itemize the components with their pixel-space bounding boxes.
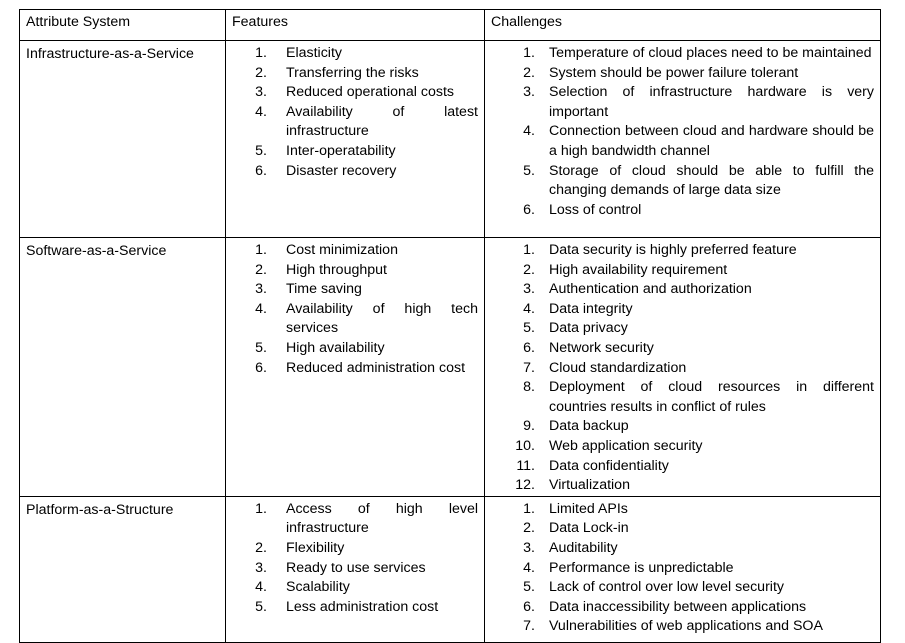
challenges-cell	[485, 238, 881, 497]
item-number: 2.	[255, 64, 267, 81]
feature-text: Access of high level infrastructure	[286, 500, 478, 537]
feature-item	[226, 339, 484, 359]
feature-text: Scalability	[286, 579, 350, 596]
item-number: 10.	[515, 437, 535, 454]
item-number: 3.	[255, 559, 267, 576]
item-number: 1.	[255, 500, 267, 517]
feature-text: Transferring the risks	[286, 64, 419, 81]
item-number: 6.	[523, 339, 535, 356]
challenge-item	[485, 378, 880, 417]
item-number: 4.	[523, 123, 535, 140]
challenge-item	[485, 319, 880, 339]
item-number: 2.	[523, 261, 535, 278]
challenge-text: High availability requirement	[549, 261, 728, 278]
challenge-text: System should be power failure tolerant	[549, 64, 799, 81]
challenge-text: Deployment of cloud resources in different countries results in conflict of rules	[549, 379, 874, 415]
item-number: 5.	[523, 320, 535, 337]
challenge-text: Performance is unpredictable	[549, 559, 734, 576]
challenge-text: Network security	[549, 339, 654, 356]
item-number: 4.	[255, 579, 267, 596]
feature-text: Availability of latest infrastructure	[286, 103, 478, 140]
header-attribute-label: Attribute System	[26, 14, 131, 30]
challenge-text: Data confidentiality	[549, 457, 669, 474]
item-number: 3.	[523, 84, 535, 101]
item-number: 7.	[523, 359, 535, 376]
item-number: 1.	[523, 45, 535, 61]
comparison-table	[19, 9, 881, 643]
feature-item	[226, 539, 484, 559]
item-number: 1.	[523, 242, 535, 258]
challenge-text: Temperature of cloud places need to be maintained	[549, 45, 872, 61]
challenge-item	[485, 280, 880, 300]
item-number: 3.	[523, 281, 535, 298]
item-number: 8.	[523, 379, 535, 396]
feature-text: Less administration cost	[286, 598, 439, 615]
challenge-item	[485, 539, 880, 559]
challenge-item	[485, 122, 880, 161]
item-number: 6.	[255, 162, 267, 179]
item-number: 6.	[255, 359, 267, 376]
attribute-name: Platform-as-a-Structure	[26, 501, 174, 518]
item-number: 1.	[523, 500, 535, 517]
challenge-item	[485, 500, 880, 520]
challenge-text: Selection of infrastructure hardware is very important	[549, 84, 874, 120]
challenge-text: Virtualization	[549, 477, 630, 494]
attribute-cell	[20, 496, 226, 642]
challenge-text: Data security is highly preferred feature	[549, 242, 797, 258]
challenge-list	[485, 497, 880, 637]
header-row	[20, 10, 881, 41]
feature-item	[226, 64, 484, 84]
header-cell-challenges	[485, 10, 881, 41]
challenge-text: Cloud standardization	[549, 359, 687, 376]
item-number: 2.	[523, 520, 535, 537]
item-number: 5.	[255, 339, 267, 356]
item-number: 1.	[255, 242, 267, 258]
feature-item	[226, 559, 484, 579]
challenge-item	[485, 598, 880, 618]
feature-text: Availability of high tech services	[286, 300, 478, 337]
feature-text: Inter-operatability	[286, 142, 396, 159]
challenge-item	[485, 578, 880, 598]
challenge-text: Loss of control	[549, 201, 642, 218]
feature-item	[226, 280, 484, 300]
feature-item	[226, 598, 484, 618]
challenge-text: Data inaccessibility between applications	[549, 598, 807, 615]
challenge-item	[485, 417, 880, 437]
features-cell	[226, 238, 485, 497]
challenge-item	[485, 519, 880, 539]
item-number: 7.	[523, 618, 535, 635]
feature-list	[226, 497, 484, 618]
feature-item	[226, 44, 484, 64]
item-number: 11.	[516, 457, 535, 474]
challenge-text: Data backup	[549, 418, 629, 435]
feature-text: High throughput	[286, 261, 387, 278]
challenge-text: Data Lock-in	[549, 520, 629, 537]
feature-item	[226, 142, 484, 162]
item-number: 4.	[523, 559, 535, 576]
feature-item	[226, 241, 484, 261]
challenge-item	[485, 162, 880, 201]
item-number: 2.	[255, 539, 267, 556]
features-cell	[226, 496, 485, 642]
item-number: 9.	[523, 418, 535, 435]
challenge-item	[485, 201, 880, 221]
table-row	[20, 496, 881, 642]
feature-text: Cost minimization	[286, 242, 398, 258]
challenge-item	[485, 261, 880, 281]
challenge-text: Connection between cloud and hardware should be a high bandwidth channel	[549, 123, 874, 159]
item-number: 5.	[523, 579, 535, 596]
item-number: 4.	[255, 300, 267, 317]
challenge-list	[485, 41, 880, 220]
feature-text: Ready to use services	[286, 559, 426, 576]
challenge-text: Web application security	[549, 437, 703, 454]
challenge-text: Authentication and authorization	[549, 281, 752, 298]
item-number: 5.	[523, 162, 535, 179]
item-number: 2.	[255, 261, 267, 278]
item-number: 6.	[523, 598, 535, 615]
challenge-text: Limited APIs	[549, 500, 628, 517]
feature-text: Reduced administration cost	[286, 359, 466, 376]
header-cell-features	[226, 10, 485, 41]
feature-text: High availability	[286, 339, 385, 356]
feature-item	[226, 83, 484, 103]
challenge-list	[485, 238, 880, 496]
feature-item	[226, 261, 484, 281]
feature-text: Elasticity	[286, 45, 342, 61]
attribute-cell	[20, 41, 226, 238]
item-number: 5.	[255, 142, 267, 159]
challenge-text: Lack of control over low level security	[549, 579, 784, 596]
challenge-item	[485, 457, 880, 477]
challenge-item	[485, 617, 880, 637]
challenges-cell	[485, 41, 881, 238]
challenge-item	[485, 339, 880, 359]
header-challenges-label: Challenges	[491, 14, 562, 30]
item-number: 4.	[255, 103, 267, 120]
challenge-text: Data privacy	[549, 320, 628, 337]
feature-item	[226, 359, 484, 379]
attribute-cell	[20, 238, 226, 497]
feature-text: Disaster recovery	[286, 162, 397, 179]
feature-text: Flexibility	[286, 539, 345, 556]
features-cell	[226, 41, 485, 238]
challenge-text: Storage of cloud should be able to fulfill the changing demands of large data size	[549, 162, 874, 199]
item-number: 5.	[255, 598, 267, 615]
header-features-label: Features	[232, 14, 288, 30]
feature-text: Time saving	[286, 281, 362, 298]
challenge-item	[485, 44, 880, 64]
item-number: 12.	[515, 477, 535, 494]
challenge-item	[485, 437, 880, 457]
challenge-item	[485, 300, 880, 320]
item-number: 4.	[523, 300, 535, 317]
item-number: 6.	[523, 201, 535, 218]
item-number: 1.	[255, 45, 267, 61]
challenge-text: Auditability	[549, 539, 618, 556]
challenge-item	[485, 559, 880, 579]
feature-item	[226, 162, 484, 182]
challenge-item	[485, 476, 880, 496]
item-number: 2.	[523, 64, 535, 81]
item-number: 3.	[255, 84, 267, 101]
item-number: 3.	[523, 539, 535, 556]
item-number: 3.	[255, 281, 267, 298]
header-cell-attribute	[20, 10, 226, 41]
feature-list	[226, 238, 484, 378]
table-row	[20, 41, 881, 238]
challenge-text: Data integrity	[549, 300, 633, 317]
challenge-item	[485, 359, 880, 379]
feature-item	[226, 103, 484, 142]
challenge-text: Vulnerabilities of web applications and SOA	[549, 618, 823, 635]
feature-item	[226, 500, 484, 539]
feature-item	[226, 300, 484, 339]
feature-list	[226, 41, 484, 181]
feature-text: Reduced operational costs	[286, 84, 454, 101]
challenge-item	[485, 241, 880, 261]
feature-item	[226, 578, 484, 598]
challenges-cell	[485, 496, 881, 642]
table-row	[20, 238, 881, 497]
challenge-item	[485, 64, 880, 84]
attribute-name: Software-as-a-Service	[26, 243, 167, 259]
challenge-item	[485, 83, 880, 122]
attribute-name: Infrastructure-as-a-Service	[26, 46, 194, 62]
